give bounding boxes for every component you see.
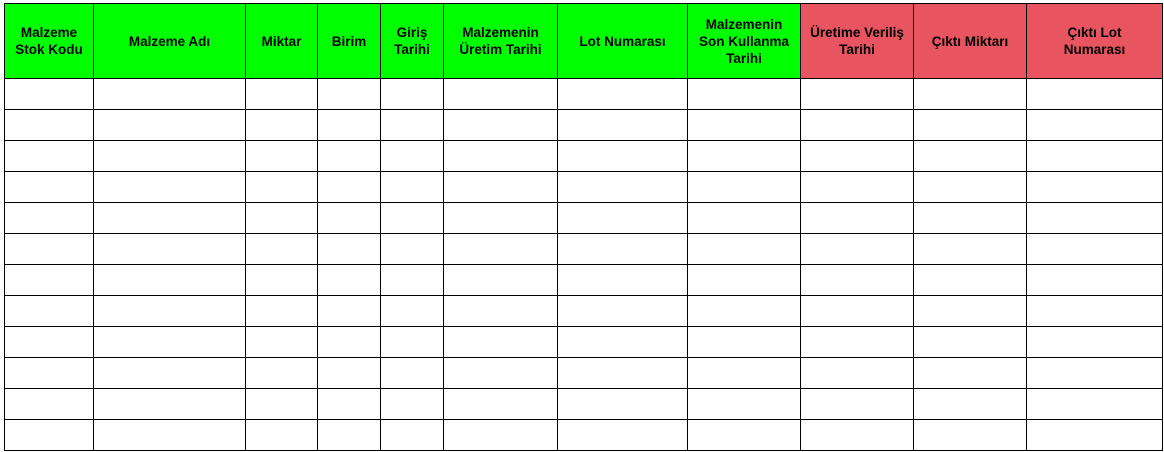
table-cell[interactable]: [246, 141, 318, 172]
table-cell[interactable]: [444, 296, 558, 327]
table-cell[interactable]: [444, 265, 558, 296]
table-cell[interactable]: [246, 110, 318, 141]
table-cell[interactable]: [94, 389, 246, 420]
table-row: [5, 327, 1163, 358]
table-cell[interactable]: [914, 358, 1027, 389]
table-cell[interactable]: [381, 327, 444, 358]
table-cell[interactable]: [381, 79, 444, 110]
table-row: [5, 203, 1163, 234]
table-cell[interactable]: [94, 172, 246, 203]
table-cell[interactable]: [1027, 420, 1163, 451]
table-cell[interactable]: [318, 420, 381, 451]
table-cell[interactable]: [444, 389, 558, 420]
table-cell[interactable]: [688, 110, 801, 141]
table-cell[interactable]: [558, 420, 688, 451]
table-cell[interactable]: [318, 203, 381, 234]
table-cell[interactable]: [5, 265, 94, 296]
table-cell[interactable]: [1027, 265, 1163, 296]
table-cell[interactable]: [5, 327, 94, 358]
table-cell[interactable]: [801, 79, 914, 110]
table-cell[interactable]: [558, 296, 688, 327]
table-cell[interactable]: [688, 265, 801, 296]
table-row: [5, 296, 1163, 327]
header-entry-date[interactable]: Giriş Tarihi: [381, 4, 444, 79]
table-cell[interactable]: [318, 234, 381, 265]
table-cell[interactable]: [94, 110, 246, 141]
table-cell[interactable]: [318, 172, 381, 203]
table-cell[interactable]: [1027, 79, 1163, 110]
table-cell[interactable]: [444, 327, 558, 358]
table-cell[interactable]: [444, 110, 558, 141]
table-cell[interactable]: [558, 203, 688, 234]
table-cell[interactable]: [94, 203, 246, 234]
table-cell[interactable]: [94, 358, 246, 389]
table-cell[interactable]: [801, 327, 914, 358]
table-cell[interactable]: [246, 265, 318, 296]
table-cell[interactable]: [5, 79, 94, 110]
table-cell[interactable]: [1027, 389, 1163, 420]
table-cell[interactable]: [5, 110, 94, 141]
table-cell[interactable]: [318, 296, 381, 327]
header-lot-number[interactable]: Lot Numarası: [558, 4, 688, 79]
header-stock-code[interactable]: Malzeme Stok Kodu: [5, 4, 94, 79]
table-cell[interactable]: [558, 172, 688, 203]
table-cell[interactable]: [1027, 141, 1163, 172]
header-production-date[interactable]: Malzemenin Üretim Tarihi: [444, 4, 558, 79]
header-output-quantity[interactable]: Çıktı Miktarı: [914, 4, 1027, 79]
table-cell[interactable]: [1027, 234, 1163, 265]
table-cell[interactable]: [1027, 172, 1163, 203]
header-quantity[interactable]: Miktar: [246, 4, 318, 79]
table-cell[interactable]: [688, 358, 801, 389]
table-cell[interactable]: [381, 110, 444, 141]
table-cell[interactable]: [688, 79, 801, 110]
table-row: [5, 234, 1163, 265]
table-cell[interactable]: [688, 420, 801, 451]
table-cell[interactable]: [94, 141, 246, 172]
header-unit[interactable]: Birim: [318, 4, 381, 79]
header-output-lot-number[interactable]: Çıktı Lot Numarası: [1027, 4, 1163, 79]
table-cell[interactable]: [914, 172, 1027, 203]
table-cell[interactable]: [444, 358, 558, 389]
table-cell[interactable]: [558, 358, 688, 389]
table-cell[interactable]: [444, 172, 558, 203]
table-cell[interactable]: [246, 79, 318, 110]
table-row: [5, 265, 1163, 296]
table-row: [5, 389, 1163, 420]
table-row: [5, 358, 1163, 389]
table-cell[interactable]: [246, 389, 318, 420]
table-cell[interactable]: [688, 172, 801, 203]
table-cell[interactable]: [246, 327, 318, 358]
table-cell[interactable]: [801, 203, 914, 234]
table-cell[interactable]: [381, 296, 444, 327]
table-cell[interactable]: [1027, 110, 1163, 141]
table-cell[interactable]: [688, 327, 801, 358]
table-cell[interactable]: [318, 389, 381, 420]
table-cell[interactable]: [914, 110, 1027, 141]
table-row: [5, 110, 1163, 141]
table-cell[interactable]: [801, 172, 914, 203]
table-cell[interactable]: [381, 358, 444, 389]
table-cell[interactable]: [381, 420, 444, 451]
table-cell[interactable]: [801, 141, 914, 172]
table-cell[interactable]: [558, 327, 688, 358]
table-cell[interactable]: [444, 420, 558, 451]
table-cell[interactable]: [688, 296, 801, 327]
table-cell[interactable]: [1027, 296, 1163, 327]
table-cell[interactable]: [801, 389, 914, 420]
table-cell[interactable]: [444, 234, 558, 265]
table-cell[interactable]: [246, 234, 318, 265]
table-cell[interactable]: [381, 172, 444, 203]
table-cell[interactable]: [688, 203, 801, 234]
spreadsheet-table: [4, 3, 1163, 451]
table-cell[interactable]: [318, 358, 381, 389]
table-cell[interactable]: [94, 79, 246, 110]
table-cell[interactable]: [801, 420, 914, 451]
table-cell[interactable]: [558, 110, 688, 141]
table-cell[interactable]: [914, 389, 1027, 420]
table-cell[interactable]: [444, 79, 558, 110]
table-cell[interactable]: [94, 420, 246, 451]
table-cell[interactable]: [246, 358, 318, 389]
header-row: [5, 4, 1163, 79]
table-cell[interactable]: [5, 234, 94, 265]
table-cell[interactable]: [318, 110, 381, 141]
table-cell[interactable]: [558, 79, 688, 110]
table-cell[interactable]: [246, 420, 318, 451]
table-cell[interactable]: [558, 389, 688, 420]
table-cell[interactable]: [914, 141, 1027, 172]
table-cell[interactable]: [1027, 203, 1163, 234]
table-row: [5, 79, 1163, 110]
table-cell[interactable]: [914, 420, 1027, 451]
header-material-name[interactable]: Malzeme Adı: [94, 4, 246, 79]
table-cell[interactable]: [914, 203, 1027, 234]
table-cell[interactable]: [318, 79, 381, 110]
table-cell[interactable]: [444, 203, 558, 234]
table-row: [5, 420, 1163, 451]
table-cell[interactable]: [94, 265, 246, 296]
table-cell[interactable]: [914, 327, 1027, 358]
table-cell[interactable]: [1027, 358, 1163, 389]
table-cell[interactable]: [558, 141, 688, 172]
table-cell[interactable]: [246, 203, 318, 234]
table-cell[interactable]: [246, 172, 318, 203]
table-cell[interactable]: [5, 389, 94, 420]
table-cell[interactable]: [5, 203, 94, 234]
table-cell[interactable]: [801, 234, 914, 265]
table-cell[interactable]: [914, 296, 1027, 327]
table-cell[interactable]: [688, 389, 801, 420]
table-cell[interactable]: [801, 265, 914, 296]
table-cell[interactable]: [688, 234, 801, 265]
table-cell[interactable]: [801, 110, 914, 141]
table-cell[interactable]: [94, 296, 246, 327]
table-cell[interactable]: [246, 296, 318, 327]
table-cell[interactable]: [5, 420, 94, 451]
table-cell[interactable]: [318, 327, 381, 358]
table-cell[interactable]: [914, 234, 1027, 265]
table-cell[interactable]: [801, 358, 914, 389]
table-cell[interactable]: [381, 389, 444, 420]
table-body: [5, 79, 1163, 451]
table-row: [5, 172, 1163, 203]
table-cell[interactable]: [381, 141, 444, 172]
table-cell[interactable]: [94, 234, 246, 265]
table-cell[interactable]: [914, 265, 1027, 296]
table-cell[interactable]: [444, 141, 558, 172]
header-expiry-date[interactable]: Malzemenin Son Kullanma Tarihi: [688, 4, 801, 79]
table-cell[interactable]: [558, 234, 688, 265]
header-issue-to-production-date[interactable]: Üretime Veriliş Tarihi: [801, 4, 914, 79]
table-cell[interactable]: [558, 265, 688, 296]
table-cell[interactable]: [801, 296, 914, 327]
table-row: [5, 141, 1163, 172]
table-cell[interactable]: [381, 265, 444, 296]
table-cell[interactable]: [5, 172, 94, 203]
table-cell[interactable]: [94, 327, 246, 358]
table-cell[interactable]: [5, 141, 94, 172]
table-cell[interactable]: [381, 203, 444, 234]
table-cell[interactable]: [914, 79, 1027, 110]
table-cell[interactable]: [5, 358, 94, 389]
table-cell[interactable]: [381, 234, 444, 265]
table-cell[interactable]: [5, 296, 94, 327]
table-cell[interactable]: [318, 265, 381, 296]
table-cell[interactable]: [318, 141, 381, 172]
table-cell[interactable]: [1027, 327, 1163, 358]
table-cell[interactable]: [688, 141, 801, 172]
